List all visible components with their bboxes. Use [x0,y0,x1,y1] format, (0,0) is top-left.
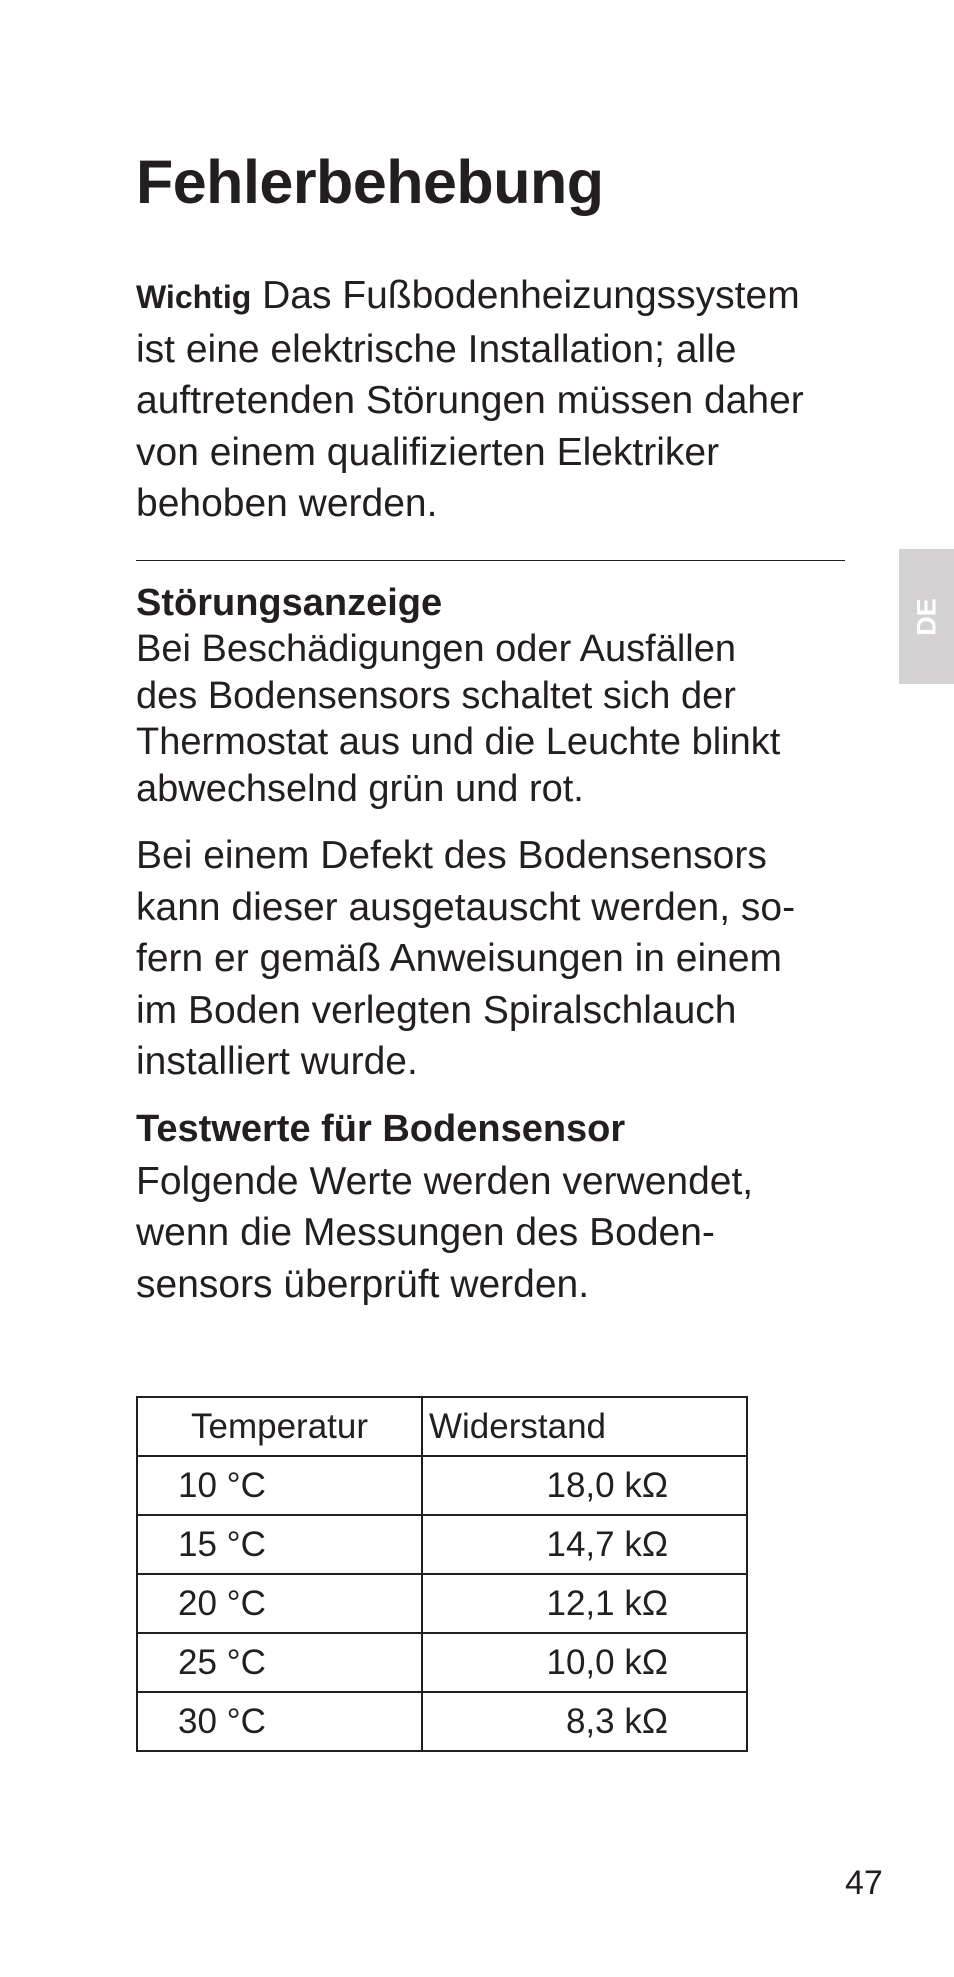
paragraph-line: sensors überprüft werden. [136,1262,590,1306]
column-header-temperature: Temperatur [137,1397,422,1456]
notice-line: Das Fußbodenheizungssystem [262,274,800,317]
temperature-cell: 30 °C [137,1692,422,1751]
paragraph-line: wenn die Messungen des Boden- [136,1211,715,1254]
paragraph-line: Bei einem Defekt des Bodensensors [136,834,767,877]
important-notice [136,270,846,530]
table-row [137,1515,747,1574]
table-header-row [137,1397,747,1456]
notice-lead: Wichtig [136,279,252,315]
paragraph-line: des Bodensensors schaltet sich der [136,674,736,717]
page-title: Fehlerbehebung [136,148,604,216]
temperature-cell: 20 °C [137,1574,422,1633]
temperature-cell: 15 °C [137,1515,422,1574]
paragraph-line: abwechselnd grün und rot. [136,767,584,810]
paragraph-line: Thermostat aus und die Leuchte blinkt [136,721,781,763]
paragraph-line: kann dieser ausgetauscht werden, so- [136,885,796,929]
table-row [137,1456,747,1515]
paragraph-line: Folgende Werte werden verwendet, [136,1159,754,1203]
resistance-cell: 10,0 kΩ [422,1633,747,1692]
table-row [137,1574,747,1633]
notice-line: ist eine elektrische Installation; alle [136,327,737,371]
paragraph-line: fern er gemäß Anweisungen in einem [136,937,783,980]
temperature-cell: 10 °C [137,1456,422,1515]
table-row [137,1692,747,1751]
paragraph-line: im Boden verlegten Spiralschlauch [136,988,737,1032]
section-heading: Testwerte für Bodensensor [136,1108,626,1150]
resistance-cell: 18,0 kΩ [422,1456,747,1515]
resistance-cell: 12,1 kΩ [422,1574,747,1633]
section-heading: Störungsanzeige [136,582,443,624]
resistance-cell: 8,3 kΩ [422,1692,747,1751]
paragraph-line: installiert wurde. [136,1040,418,1083]
language-tab [899,549,954,684]
paragraph-line: Bei Beschädigungen oder Ausfällen [136,628,737,670]
defect-paragraph [136,830,846,1088]
column-header-resistance: Widerstand [422,1397,747,1456]
notice-line: behoben werden. [136,482,438,525]
resistance-cell: 14,7 kΩ [422,1515,747,1574]
page-number: 47 [845,1864,883,1902]
notice-line: von einem qualifizierten Elektriker [136,430,720,474]
table-row [137,1633,747,1692]
section-divider [136,560,845,561]
sensor-values-table [136,1396,748,1752]
language-tab-label: DE [911,597,941,636]
test-values-section [136,1104,846,1310]
temperature-cell: 25 °C [137,1633,422,1692]
fault-display-section [136,580,846,812]
notice-line: auftretenden Störungen müssen daher [136,379,804,422]
